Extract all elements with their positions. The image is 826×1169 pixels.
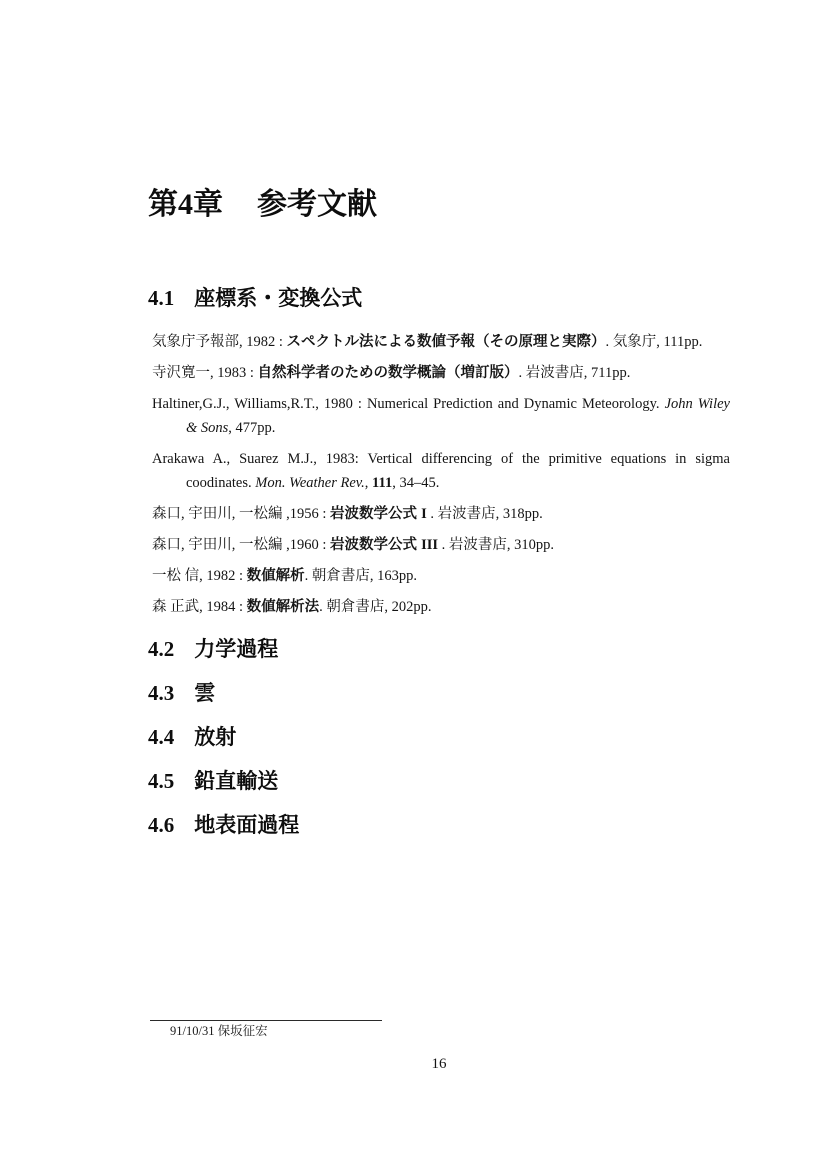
reference-segment: John Wiley & Sons — [186, 395, 730, 436]
reference-segment: Mon. Weather Rev. — [255, 474, 365, 491]
reference-segment: . 気象庁, 111pp. — [605, 333, 703, 350]
reference-segment: Arakawa A., Suarez M.J., 1983: Vertical differencing of the primitive equations in sigma coodinates. — [152, 450, 730, 491]
reference-entry — [148, 392, 730, 440]
section-title: 力学過程 — [194, 637, 279, 661]
reference-segment: . 岩波書店, 711pp. — [518, 364, 631, 381]
section-number: 4.5 — [148, 768, 175, 793]
chapter-title: 参考文献 — [257, 188, 377, 221]
reference-entry — [148, 564, 730, 588]
reference-segment: 数値解析法 — [246, 598, 320, 615]
page-number: 16 — [431, 1056, 447, 1072]
reference-segment: I — [421, 505, 427, 522]
chapter-number: 第4章 — [148, 188, 223, 221]
section-heading-4-4 — [148, 724, 730, 751]
section-title: 雲 — [194, 681, 216, 705]
reference-segment: 一松 信, 1982 : — [152, 567, 247, 584]
reference-entry — [148, 330, 730, 354]
reference-segment: 数値解析 — [246, 567, 305, 584]
reference-segment: , 34–45. — [392, 474, 440, 491]
reference-segment: 岩波数学公式 — [330, 536, 422, 553]
reference-segment: . 岩波書店, 318pp. — [426, 505, 543, 522]
reference-entry — [148, 447, 730, 495]
section-heading-4-1 — [148, 285, 730, 312]
section-title: 座標系・変換公式 — [194, 286, 363, 310]
section-title: 鉛直輸送 — [194, 769, 279, 793]
reference-segment: スペクトル法による数値予報（その原理と実際） — [286, 333, 606, 350]
references-list — [148, 330, 730, 619]
reference-entry — [148, 595, 730, 619]
reference-entry — [148, 502, 730, 526]
section-number: 4.3 — [148, 680, 175, 705]
reference-segment: 森口, 宇田川, 一松編 ,1956 : — [152, 505, 331, 522]
reference-segment: 森 正武, 1984 : — [152, 598, 247, 615]
page-content — [148, 0, 730, 856]
footnote-text: 91/10/31 保坂征宏 — [170, 1024, 268, 1038]
reference-segment: , 477pp. — [228, 419, 276, 436]
section-heading-4-2 — [148, 636, 730, 663]
reference-segment: 気象庁予報部, 1982 : — [152, 333, 287, 350]
reference-segment: 自然科学者のための数学概論（増訂版） — [257, 364, 519, 381]
reference-segment: Haltiner,G.J., Williams,R.T., 1980 : Numerical Prediction and Dynamic Meteorology. — [152, 395, 665, 412]
section-heading-4-3 — [148, 680, 730, 707]
section-heading-4-6 — [148, 812, 730, 839]
section-number: 4.1 — [148, 285, 175, 310]
reference-segment: . 朝倉書店, 163pp. — [304, 567, 418, 584]
reference-entry — [148, 361, 730, 385]
section-number: 4.2 — [148, 636, 175, 661]
reference-segment: 111 — [372, 474, 393, 491]
footnote-rule — [150, 1020, 382, 1021]
reference-entry — [148, 533, 730, 557]
chapter-heading — [148, 188, 730, 223]
reference-segment: 寺沢寛一, 1983 : — [152, 364, 258, 381]
reference-segment: . 岩波書店, 310pp. — [438, 536, 554, 553]
reference-segment: 森口, 宇田川, 一松編 ,1960 : — [152, 536, 331, 553]
reference-segment: 岩波数学公式 — [330, 505, 422, 522]
reference-segment: . 朝倉書店, 202pp. — [319, 598, 432, 615]
reference-segment: III — [421, 536, 438, 553]
section-number: 4.6 — [148, 812, 175, 837]
section-heading-4-5 — [148, 768, 730, 795]
section-number: 4.4 — [148, 724, 175, 749]
section-title: 地表面過程 — [194, 813, 300, 837]
section-title: 放射 — [194, 725, 237, 749]
reference-segment: , — [364, 474, 373, 491]
